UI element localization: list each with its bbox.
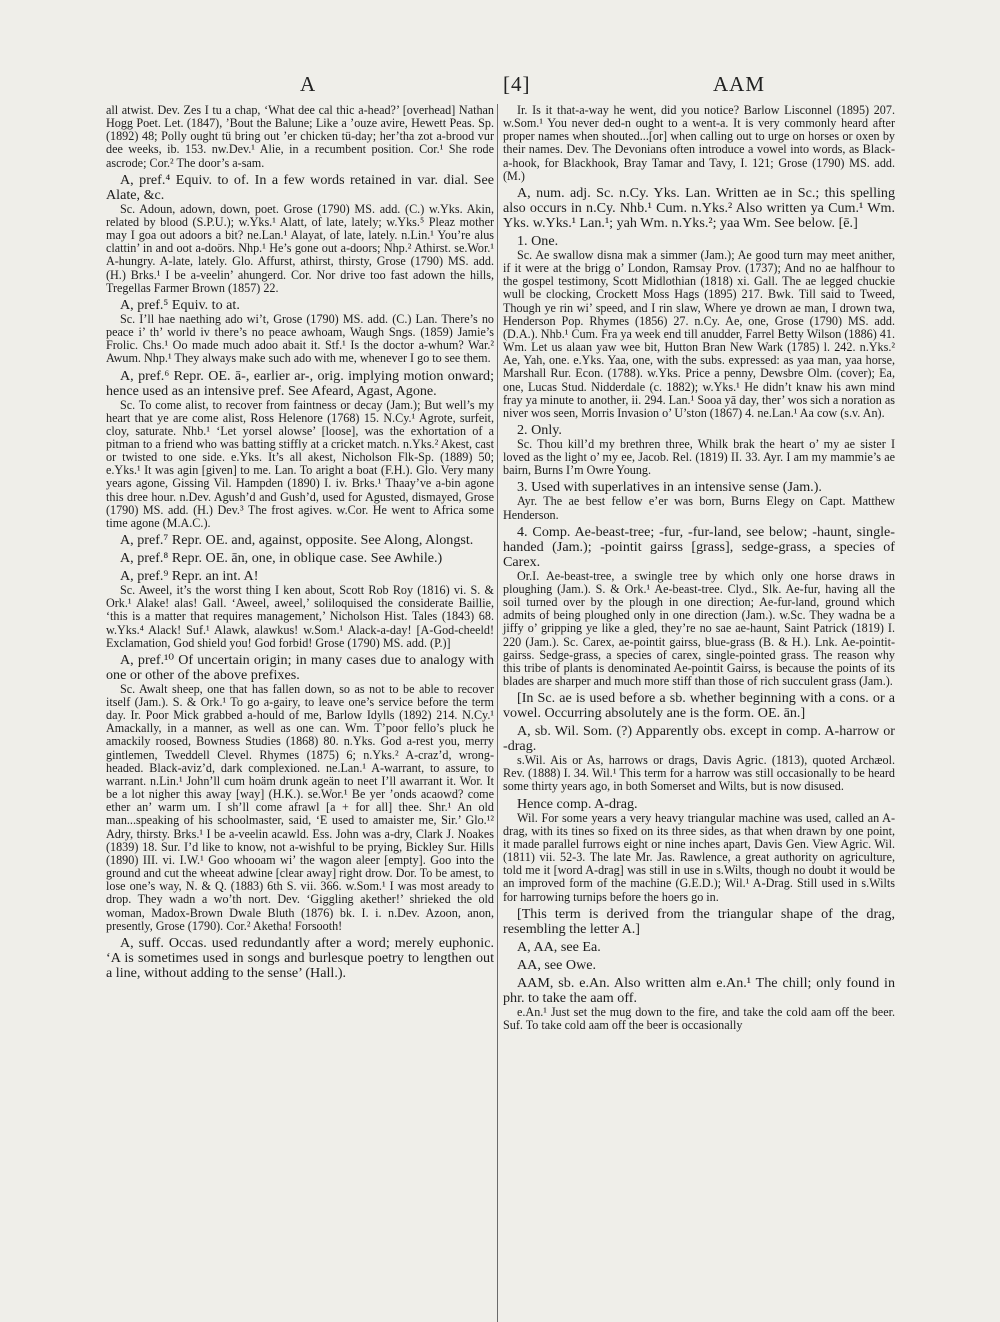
column-divider <box>497 104 498 1322</box>
entry-definition: A, suff. Occas. used redundantly after a word; merely euphonic. ‘A is sometimes used in songs and burlesque poetry to lengthen out a line, without adding to the sense’ (Hall.). <box>106 934 494 981</box>
entry-definition: AAM, sb. e.An. Also written alm e.An.¹ The chill; only found in phr. to take the aam off. <box>503 974 895 1006</box>
entry-citation: Sc. I’ll hae naething ado wi’t, Grose (1790) MS. add. (C.) Lan. There’s no peace i’ th’ world iv there’s no peace awhoam, Waugh Sngs. (1859) Jamie’s Frolic. Chs.¹ Oo made much adoo abait it. Stf.¹ Is the doctor a-whum? War.² Awum. Nhp.¹ They always make such ado with me, whenever I go to see them. <box>106 311 494 366</box>
entry-citation: Sc. Thou kill’d my brethren three, Whilk brak the heart o’ my ae sister I loved as the light o’ my ee, Jacob. Rel. (1819) II. 33. Ayr. I am my mammie’s ae bairn, Burns I’m Owre Young. <box>503 436 895 478</box>
entry-citation: Wil. For some years a very heavy triangular machine was used, called an A-drag, with its tines so fixed on its three sides, as that when drawn by one point, it made parallel furrows eight or nine inches apart, Davis Gen. View Agric. Wil. (1811) vii. 52-3. The late Mr. Jas. Rawlence, a great authority on agriculture, told me it [word A-drag] was still in use in s.Wilts, though no doubt it would be an improved form of the machine (G.E.D.); Wil.¹ A-Drag. Still used in s.Wilts for harrowing turnips before the hoers go in. <box>503 810 895 904</box>
entry-citation: e.An.¹ Just set the mug down to the fire, and take the cold aam off the beer. Suf. To take cold aam off the beer is occasionally <box>503 1004 895 1032</box>
entry-citation: s.Wil. Ais or As, harrows or drags, Davis Agric. (1813), quoted Archæol. Rev. (1888) I. 34. Wil.¹ This term for a harrow was still occasionally to be heard some thirty years ago, in both Somerset and Wilts, but is now disused. <box>503 753 895 794</box>
running-head-left: A <box>300 72 317 96</box>
left-column <box>106 104 494 981</box>
cross-reference: A, AA, see Ea. <box>517 938 601 955</box>
running-head-right: AAM <box>713 72 766 96</box>
page-number: [4] <box>503 72 531 96</box>
entry-definition: A, pref.⁵ Equiv. to at. <box>120 296 240 313</box>
entry-definition: A, pref.⁹ Repr. an int. A! <box>120 568 259 585</box>
entry-citation: Ir. Is it that-a-way he went, did you notice? Barlow Lisconnel (1895) 207. w.Som.¹ You never ded-n ought to a went-a. It is very commonly heard after proper names when shouted...[or] when calling out to urge on horses or oxen by their names. Dev. The Devonians often introduce a vowel into words, as Black-a-hook, for Blackhook, Bray Tamar and Tavy, I. 121; Grose (1790) MS. add. (M.) <box>503 103 895 183</box>
entry-definition: A, pref.⁸ Repr. OE. ān, one, in oblique case. See Awhile.) <box>120 550 443 567</box>
etymology-note: [In Sc. ae is used before a sb. whether beginning with a cons. or a vowel. Occurring absolutely ane is the form. OE. ān.] <box>503 690 895 722</box>
sense-heading: 1. One. <box>517 232 559 249</box>
sense-heading: 2. Only. <box>517 421 562 438</box>
entry-citation: Sc. Aweel, it’s the worst thing I ken about, Scott Rob Roy (1816) vi. S. & Ork.¹ Alake! alas! Gall. ‘Aweel, aweel,’ soliloquised the considerate Baillie, ‘this is a matter that requires management,’ Nicholson Hist. Tales (1843) 68. w.Yks.⁴ Alack! Suf.¹ Alawk, alawkus! w.Som.¹ Alack-a-day! [A-God-cheeld! Exclamation, God shield you! God forbid! Grose (1790) MS. add. (P.)] <box>106 583 494 650</box>
entry-citation: Sc. To come alist, to recover from faintness or decay (Jam.); But well’s my heart that ye are come alist, Ross Helenore (1768) 15. N.Cy.¹ Agrote, surfeit, cloy, saturate. Nhb.¹ ‘Let yorsel alowse’ [loose], was the exhortation of a pitman to a friend who was batting stiffly at a cricket match. n.Yks.² Akest, cast or twisted to one side. e.Yks. It’s all akest, Nicholson Flk-Sp. (1889) 50; e.Yks.¹ It was agin [given] to me. Lan. To aright a boat (F.H.). Glo. Very many years agone, Gissing Vil. Hampden (1890) I. iv. Brks.¹ Thaay’ve a-bin agone this dree hour. n.Dev. Agush’d and Gush’d, used for Agusted, dismayed, Grose (1790) MS. add. (H.) Dev.³ The frost agives. w.Cor. He went to Africa some time agone (M.A.C.). <box>106 397 494 530</box>
entry-definition: A, num. adj. Sc. n.Cy. Yks. Lan. Written ae in Sc.; this spelling also occurs in n.Cy. Nhb.¹ Cum. n.Yks.² Also written ya Cum.¹ Wm. Yks. w.Yks.¹ Lan.¹; yah Wm. n.Yks.²; yaa Wm. See below. [ē.] <box>503 184 895 231</box>
entry-definition: A, pref.¹⁰ Of uncertain origin; in many cases due to analogy with one or other of the above prefixes. <box>106 651 494 683</box>
entry-definition: Hence comp. A-drag. <box>517 795 638 812</box>
entry-definition: A, sb. Wil. Som. (?) Apparently obs. except in comp. A-harrow or -drag. <box>503 723 895 755</box>
entry-citation: all atwist. Dev. Zes I tu a chap, ‘What dee cal thic a-head?’ [overhead] Nathan Hogg Poet. Let. (1847), ’Bout the Balune; Like a ’ouze avire, Hewett Peas. Sp. (1892) 48; Polly ought tü bring out ’er chicken tü-day; her’tha zot a-brood vur dee weeks, ib. 153. nw.Dev.¹ Alie, in a recumbent position. Cor.¹ She rode ascrode; Cor.² The door’s a-sam. <box>106 103 494 170</box>
entry-citation: Sc. Ae swallow disna mak a simmer (Jam.); Ae good turn may meet anither, if it were at the brigg o’ London, Ramsay Prov. (1737); And no ae halfhour to the gospel testimony, Scott Midlothian (1818) xi. Gall. The ae legged chuckie wull be clocking, Crockett Moss Hags (1895) 217. Bwk. Till said to Tweed, Though ye rin wi’ speed, and I rin slaw, Where ye drown ae man, I drown twa, Henderson Pop. Rhymes (1856) 27. n.Cy. Ae, one, Grose (1790) MS. add. (D.A.). Nhb.¹ Cum. Fra ya week end till anudder, Farrel Betty Wilson (1886) 41. Wm. Let us alaan yaw wee bit, Hutton Bran New Wark (1785) l. 242. n.Yks.² Ae, Yah, one. e.Yks. Yaa, one, with the subs. expressed: as yaa man, yaa horse, Marshall Rur. Econ. (1788). w.Yks. Price a penny, Dewsbre Olm. (cover); Ea, one, Lucas Stud. Nidderdale (c. 1882); w.Yks.¹ He didn’t knaw his awn mind fray ya minute to another, ii. 294. Lan.¹ Sooa yā day, ther’ wos sich a noration as niver wos seen, Morris Invasion o’ U’ston (1867) 4. ne.Lan.¹ Aa cow (s.v. An). <box>503 247 895 420</box>
entry-citation: Sc. Adoun, adown, down, poet. Grose (1790) MS. add. (C.) w.Yks. Akin, related by blood (S.P.U.); w.Yks.¹ Alatt, of late, lately; w.Yks.⁵ Pleaz mother may I goa out adoors a bit? ne.Lan.¹ Alayat, of late, lately. n.Lin.¹ You’re alus clattin’ in and oot a-doörs. Nhp.¹ He’s gone out a-doors; Nhp.² Athirst. se.Wor.¹ A-hungry. A-late, lately. Glo. Affurst, athirst, thirsty, Grose (1790) MS. add. (H.) Brks.¹ I be a-veelin’ ahungerd. Cor. Nor drive too fast adown the hills, Tregellas Farmer Brown (1857) 22. <box>106 201 494 295</box>
entry-definition: A, pref.⁴ Equiv. to of. In a few words retained in var. dial. See Alate, &c. <box>106 171 494 203</box>
right-column <box>503 104 895 1032</box>
entry-citation: Ayr. The ae best fellow e’er was born, Burns Elegy on Capt. Matthew Henderson. <box>503 494 895 522</box>
sense-heading: 4. Comp. Ae-beast-tree; -fur, -fur-land, see below; -haunt, single-handed (Jam.); -pointit gairss [grass], sedge-grass, a species of Carex. <box>503 523 895 570</box>
etymology-note: [This term is derived from the triangular shape of the drag, resembling the letter A.] <box>503 905 895 937</box>
entry-citation: Or.I. Ae-beast-tree, a swingle tree by which only one horse draws in ploughing (Jam.). S. & Ork.¹ Ae-beast-tree. Clyd., Slk. Ae-fur, having all the soil turned over by the plough in one direction; Ae-fur-land, ground which admits of being ploughed only in one direction (Jam.). w.Sc. They wadna be a jiffy o’ gripping ye like a gled, they’re no sae ae-haunt, Saint Patrick (1819) I. 220 (Jam.). Sc. Carex, ae-pointit gairss, blue-grass (B. & H.). Lnk. Ae-pointit-gairss. Sedge-grass, a species of carex, single-pointed grass. The reason why this tribe of plants is denominated Ae-pointit Gairss, is because the points of its blades are sharper and much more stiff than those of rich succulent grass (Jam.). <box>503 568 895 688</box>
entry-citation: Sc. Awalt sheep, one that has fallen down, so as not to be able to recover itself (Jam.). S. & Ork.¹ To go a-gairy, to leave one’s service before the term day. Ir. Poor Mick grabbed a-hould of me, Barlow Idylls (1892) 214. N.Cy.¹ Amackally, in a manner, as well as one can. Wm. T’poor fello’s pluck he amackily roosed, Bowness Studies (1868) 80. n.Yks. God a-rest you, merry gintlemen, Tweddell Clevel. Rhymes (1875) 6; n.Yks.² A-craz’d, wrong-headed. Black-aviz’d, dark complexioned. ne.Lan.¹ A-warrant, to assure, to warrant. n.Lin.¹ John’ll cum hoäm drunk ageän to neet I’ll awarrant it. Wor. It be a lot nigher this away [way] (H.K.). se.Wor.¹ Be yer ’onds acaowd? come ether an’ warm um. I sh’ll come afrawl [a + for all] thee. Shr.¹ An old man...speaking of his schoolmaster, said, ‘E used to amaister me, Sir.’ Glo.¹² Adry, thirsty. Brks.¹ I be a-veelin acawld. Ess. John was a-dry, Clark J. Noakes (1839) 18. Sur. I’d like to know, not a-wishful to be prying, Bickley Sur. Hills (1890) III. vi. I.W.¹ Goo whooam wi’ the wagon aleer [empty]. Goo into the ground and cut the wheeat adwine [clear away] right drow. Dor. To be amest, to lose one’s way, N. & Q. (1883) 6th S. vii. 366. w.Som.¹ I was most aready to drop. They wadn a wo’th nort. Dev. ‘Giggling akether!’ shrieked the old woman, Madox-Brown Dwale Bluth (1876) bk. I. i. n.Dev. Azoon, anon, presently, Grose (1790). Cor.² Aketha! Forsooth! <box>106 681 494 933</box>
entry-definition: A, pref.⁷ Repr. OE. and, against, opposite. See Along, Alongst. <box>120 532 474 549</box>
entry-definition: A, pref.⁶ Repr. OE. ā-, earlier ar-, orig. implying motion onward; hence used as an intensive pref. See Afeard, Agast, Agone. <box>106 367 494 399</box>
sense-heading: 3. Used with superlatives in an intensive sense (Jam.). <box>517 479 822 496</box>
cross-reference: AA, see Owe. <box>517 956 597 973</box>
